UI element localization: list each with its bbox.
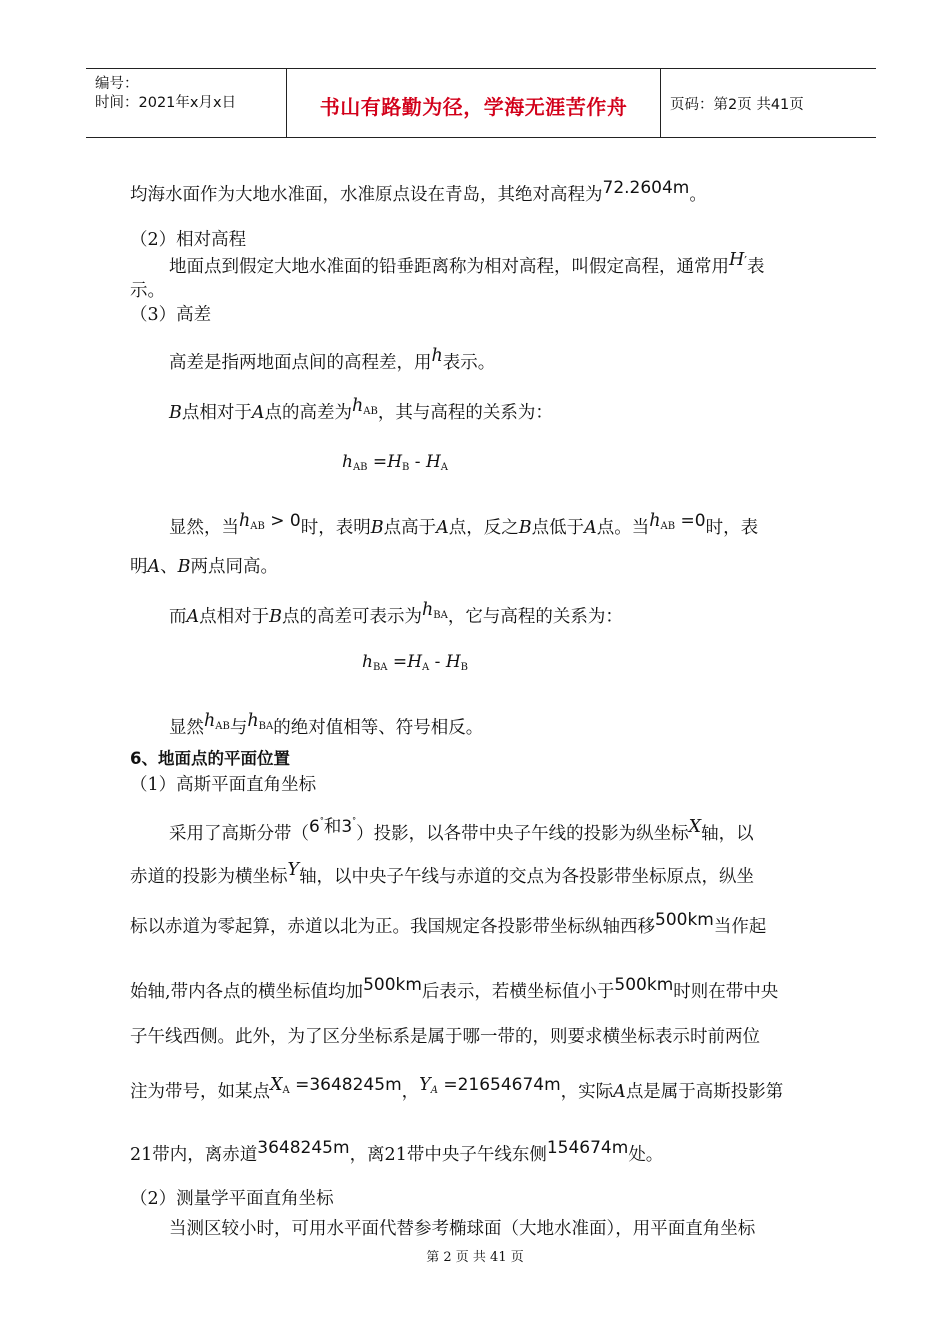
- symbol: Y: [419, 1075, 431, 1095]
- section-title-height-difference: （3）高差: [130, 305, 212, 325]
- doc-time: 时间：2021年x月x日: [95, 95, 237, 111]
- text: ，离21带中央子午线东侧: [349, 1145, 547, 1165]
- symbol: H: [729, 250, 745, 270]
- distance-value: 500km: [614, 975, 674, 995]
- symbol: h: [362, 652, 373, 672]
- subscript: A: [440, 462, 448, 473]
- text: 点，反之: [448, 518, 519, 538]
- subscript: AB: [215, 721, 230, 732]
- paragraph-line: [130, 860, 755, 888]
- distance-value: 3648245m: [257, 1138, 350, 1158]
- text: ，: [401, 1082, 420, 1102]
- symbol: B: [169, 403, 182, 423]
- equation-hab: [342, 452, 448, 473]
- text: 地面点到假定大地水准面的铅垂距离称为相对高程，叫假定高程，通常用: [169, 257, 729, 277]
- symbol: X: [688, 817, 702, 837]
- symbol: H: [425, 452, 441, 472]
- operator: > 0: [264, 511, 301, 531]
- number: 3: [341, 817, 353, 837]
- header-page-info: 页码：第2页 共41页: [670, 97, 804, 113]
- symbol: B: [518, 518, 532, 538]
- text: 点高于: [383, 518, 437, 538]
- header-page-cell: [660, 69, 876, 137]
- text: 时则在带中央: [673, 982, 779, 1002]
- text: 和: [323, 817, 342, 837]
- subscript: BA: [372, 662, 388, 673]
- text: 赤道的投影为横坐标: [130, 867, 288, 887]
- text: 采用了高斯分带（: [169, 824, 309, 844]
- page-footer: 第 2 页 共 41 页: [426, 1250, 524, 1265]
- paragraph-line: [130, 975, 779, 1003]
- text: ，它与高程的关系为：: [447, 607, 623, 627]
- text: 点低于: [531, 518, 585, 538]
- text: 与: [229, 718, 248, 738]
- symbol: h: [352, 396, 364, 416]
- symbol: A: [584, 518, 597, 538]
- symbol: B: [177, 557, 191, 577]
- symbol: h: [204, 711, 216, 731]
- height-value: 72.2604m: [602, 178, 690, 198]
- header-meta: [86, 69, 286, 137]
- symbol: X: [270, 1075, 283, 1095]
- subscript: AB: [363, 406, 378, 417]
- text: 时，表: [705, 518, 759, 538]
- section-title-gauss-coordinates: （1）高斯平面直角坐标: [130, 775, 317, 795]
- paragraph-line: [169, 600, 623, 628]
- text: 注为带号，如某点: [130, 1082, 270, 1102]
- symbol: B: [370, 518, 384, 538]
- symbol: h: [342, 452, 353, 472]
- symbol: A: [436, 518, 449, 538]
- degree-mark: °: [319, 816, 324, 825]
- paragraph-line: [130, 178, 707, 206]
- section-title-plane-position: 6、地面点的平面位置: [130, 749, 290, 768]
- distance-value: 154674m: [546, 1138, 629, 1158]
- text: 点是属于高斯投影第: [625, 1082, 784, 1102]
- text: 均海水面作为大地水准面，水准原点设在青岛，其绝对高程为: [130, 185, 603, 205]
- paragraph-line: 示。: [130, 281, 165, 301]
- paragraph-line: [169, 711, 484, 739]
- text: 轴，以: [701, 824, 754, 844]
- text: 高差是指两地面点间的高程差，用: [169, 353, 432, 373]
- paragraph-line: [169, 250, 765, 278]
- doc-number-label: 编号：: [95, 76, 139, 92]
- symbol: h: [431, 346, 443, 366]
- operator: -: [429, 652, 446, 672]
- text: 明: [130, 557, 148, 577]
- text: 显然: [169, 718, 204, 738]
- subscript: A: [282, 1085, 290, 1096]
- symbol: h: [649, 511, 661, 531]
- text: 轴，以中央子午线与赤道的交点为各投影带坐标原点，纵坐: [299, 867, 755, 887]
- operator: -: [409, 452, 426, 472]
- subscript: A: [430, 1085, 438, 1096]
- symbol: A: [147, 557, 161, 577]
- paragraph-line: [130, 1138, 664, 1166]
- equation-hba: [362, 652, 468, 673]
- symbol: A: [251, 403, 265, 423]
- distance-value: 500km: [363, 975, 422, 995]
- symbol: A: [186, 607, 200, 627]
- coordinate-value: =21654674m: [437, 1075, 561, 1095]
- subscript: AB: [352, 462, 368, 473]
- operator: =: [367, 452, 388, 472]
- symbol: h: [247, 711, 259, 731]
- operator: =: [387, 652, 408, 672]
- paragraph-line: 当测区较小时，可用水平面代替参考椭球面（大地水准面），用平面直角坐标: [169, 1219, 756, 1239]
- subscript: B: [460, 662, 468, 673]
- header-motto-cell: [286, 69, 661, 137]
- subscript: BA: [433, 610, 448, 621]
- symbol: A: [613, 1082, 626, 1102]
- text: 21带内，离赤道: [130, 1145, 258, 1165]
- subscript: AB: [660, 521, 676, 532]
- paragraph-line: [169, 816, 754, 845]
- paragraph-line: 子午线西侧。此外，为了区分坐标系是属于哪一带的，则要求横坐标表示时前两位: [130, 1027, 760, 1047]
- text: 点的高差为: [264, 403, 353, 423]
- paragraph-line: [130, 553, 278, 578]
- text: 表示。: [442, 353, 496, 373]
- prime-mark: ′: [744, 254, 747, 268]
- symbol: h: [239, 511, 251, 531]
- text: 处。: [628, 1145, 664, 1165]
- text: 点相对于: [199, 607, 270, 627]
- header-motto: 书山有路勤为径，学海无涯苦作舟: [319, 95, 628, 119]
- text: 点的高差可表示为: [282, 607, 423, 627]
- text: 标以赤道为零起算，赤道以北为正。我国规定各投影带坐标纵轴西移: [130, 917, 655, 937]
- paragraph-line: [130, 1075, 784, 1103]
- symbol: H: [407, 652, 423, 672]
- symbol: B: [269, 607, 283, 627]
- text: 后表示，若横坐标值小于: [421, 982, 615, 1002]
- text: 当作起: [713, 917, 767, 937]
- subscript: BA: [258, 721, 274, 732]
- page-header: [86, 68, 876, 138]
- subscript: AB: [250, 521, 265, 532]
- text: ，其与高程的关系为：: [377, 403, 553, 423]
- paragraph-line: [130, 910, 767, 938]
- text: ）投影，以各带中央子午线的投影为纵坐标: [356, 824, 689, 844]
- section-title-relative-height: （2）相对高程: [130, 230, 247, 250]
- operator: =0: [675, 511, 706, 531]
- coordinate-value: =3648245m: [289, 1075, 402, 1095]
- subscript: B: [402, 462, 410, 473]
- paragraph-line: [169, 511, 759, 539]
- symbol: H: [387, 452, 403, 472]
- text: 点相对于: [181, 403, 252, 423]
- text: 显然，当: [169, 518, 239, 538]
- text: 而: [169, 607, 187, 627]
- degree-mark: °: [352, 816, 357, 825]
- number: 6: [309, 817, 320, 837]
- symbol: h: [422, 600, 434, 620]
- symbol: Y: [287, 860, 300, 880]
- distance-value: 500km: [655, 910, 714, 930]
- text: 的绝对值相等、符号相反。: [273, 718, 484, 738]
- text: 、: [160, 557, 178, 577]
- text: 表: [747, 257, 765, 277]
- text: 始轴,带内各点的横坐标值均加: [130, 982, 364, 1002]
- paragraph-line: [169, 396, 553, 424]
- text: ，实际: [560, 1082, 614, 1102]
- symbol: H: [445, 652, 461, 672]
- text: 时，表明: [300, 518, 371, 538]
- section-title-survey-coordinates: （2）测量学平面直角坐标: [130, 1189, 334, 1209]
- subscript: A: [422, 662, 430, 673]
- text: 点。当: [596, 518, 650, 538]
- text: 。: [689, 185, 707, 205]
- paragraph-line: [169, 346, 496, 374]
- text: 两点同高。: [190, 557, 279, 577]
